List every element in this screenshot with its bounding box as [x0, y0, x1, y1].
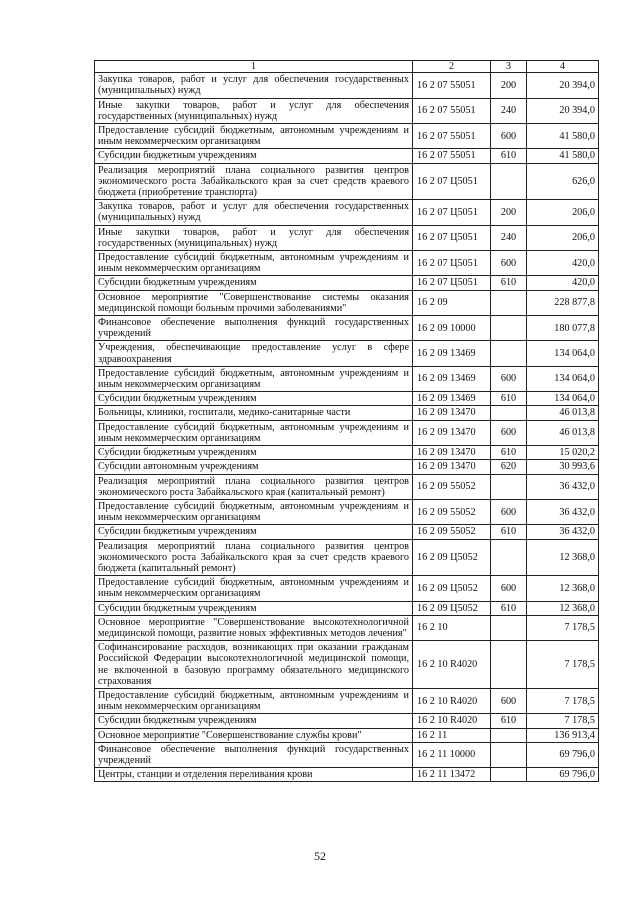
amount-cell: 134 064,0 [527, 341, 599, 366]
table-row [95, 200, 599, 225]
expense-name-cell: Предоставление субсидий бюджетным, автономным учреждениям и иным некоммерческим организациям [95, 499, 413, 524]
table-row [95, 420, 599, 445]
expense-type-cell: 600 [491, 124, 527, 149]
amount-cell: 20 394,0 [527, 98, 599, 123]
table-row [95, 601, 599, 615]
table-row [95, 341, 599, 366]
target-code-cell: 16 2 09 13469 [413, 341, 491, 366]
target-code-cell: 16 2 09 13469 [413, 366, 491, 391]
expense-name-cell: Реализация мероприятий плана социального развития центров экономического роста Забайкальского края (капитальный ремонт) [95, 474, 413, 499]
expense-name-cell: Основное мероприятие "Совершенствование высокотехнологичной медицинской помощи, развитие новых эффективных методов лечения" [95, 615, 413, 640]
table-row [95, 460, 599, 474]
expense-type-cell: 610 [491, 446, 527, 460]
table-row [95, 446, 599, 460]
target-code-cell: 16 2 11 10000 [413, 742, 491, 767]
expense-name-cell: Предоставление субсидий бюджетным, автономным учреждениям и иным некоммерческим организациям [95, 251, 413, 276]
amount-cell: 206,0 [527, 225, 599, 250]
amount-cell: 15 020,2 [527, 446, 599, 460]
expense-type-cell [491, 728, 527, 742]
target-code-cell: 16 2 09 13470 [413, 406, 491, 420]
expense-type-cell: 610 [491, 276, 527, 290]
expense-name-cell: Больницы, клиники, госпитали, медико-санитарные части [95, 406, 413, 420]
amount-cell: 136 913,4 [527, 728, 599, 742]
page-number: 52 [314, 849, 326, 863]
table-row [95, 98, 599, 123]
expense-name-cell: Финансовое обеспечение выполнения функций государственных учреждений [95, 742, 413, 767]
expense-type-cell [491, 768, 527, 782]
budget-table-page [94, 60, 598, 782]
expense-name-cell: Центры, станции и отделения переливания крови [95, 768, 413, 782]
amount-cell: 134 064,0 [527, 366, 599, 391]
expense-type-cell: 610 [491, 601, 527, 615]
expense-type-cell: 240 [491, 225, 527, 250]
amount-cell: 69 796,0 [527, 768, 599, 782]
table-row [95, 576, 599, 601]
column-header-4: 4 [527, 61, 599, 73]
expense-name-cell: Предоставление субсидий бюджетным, автономным учреждениям и иным некоммерческим организациям [95, 124, 413, 149]
expense-type-cell: 600 [491, 688, 527, 713]
amount-cell: 36 432,0 [527, 499, 599, 524]
table-row [95, 225, 599, 250]
target-code-cell: 16 2 07 55051 [413, 98, 491, 123]
amount-cell: 420,0 [527, 276, 599, 290]
expense-name-cell: Субсидии бюджетным учреждениям [95, 446, 413, 460]
amount-cell: 41 580,0 [527, 149, 599, 163]
target-code-cell: 16 2 11 [413, 728, 491, 742]
table-row [95, 149, 599, 163]
amount-cell: 46 013,8 [527, 406, 599, 420]
expense-name-cell: Реализация мероприятий плана социального развития центров экономического роста Забайкальского края за счет средств краевого бюджета (приобретение транспорта) [95, 163, 413, 200]
expense-type-cell: 600 [491, 251, 527, 276]
amount-cell: 626,0 [527, 163, 599, 200]
expense-name-cell: Иные закупки товаров, работ и услуг для обеспечения государственных (муниципальных) нужд [95, 225, 413, 250]
expense-name-cell: Предоставление субсидий бюджетным, автономным учреждениям и иным некоммерческим организациям [95, 576, 413, 601]
expense-type-cell: 200 [491, 73, 527, 98]
expense-type-cell: 600 [491, 499, 527, 524]
expense-type-cell: 610 [491, 392, 527, 406]
target-code-cell: 16 2 09 [413, 290, 491, 315]
target-code-cell: 16 2 07 Ц5051 [413, 251, 491, 276]
table-row [95, 276, 599, 290]
table-row [95, 392, 599, 406]
table-row [95, 742, 599, 767]
amount-cell: 46 013,8 [527, 420, 599, 445]
amount-cell: 36 432,0 [527, 474, 599, 499]
expense-name-cell: Финансовое обеспечение выполнения функций государственных учреждений [95, 316, 413, 341]
target-code-cell: 16 2 09 Ц5052 [413, 576, 491, 601]
expense-name-cell: Учреждения, обеспечивающие предоставление услуг в сфере здравоохранения [95, 341, 413, 366]
table-row [95, 251, 599, 276]
table-row [95, 290, 599, 315]
expense-name-cell: Предоставление субсидий бюджетным, автономным учреждениям и иным некоммерческим организациям [95, 366, 413, 391]
amount-cell: 7 178,5 [527, 615, 599, 640]
expense-name-cell: Предоставление субсидий бюджетным, автономным учреждениям и иным некоммерческим организациям [95, 420, 413, 445]
amount-cell: 228 877,8 [527, 290, 599, 315]
expense-name-cell: Субсидии бюджетным учреждениям [95, 714, 413, 728]
amount-cell: 206,0 [527, 200, 599, 225]
expense-type-cell [491, 474, 527, 499]
expense-name-cell: Субсидии бюджетным учреждениям [95, 149, 413, 163]
expense-name-cell: Предоставление субсидий бюджетным, автономным учреждениям и иным некоммерческим организациям [95, 688, 413, 713]
table-row [95, 474, 599, 499]
amount-cell: 36 432,0 [527, 525, 599, 539]
expense-name-cell: Реализация мероприятий плана социального развития центров экономического роста Забайкальского края за счет средств краевого бюджета (капитальный ремонт) [95, 539, 413, 576]
expense-name-cell: Закупка товаров, работ и услуг для обеспечения государственных (муниципальных) нужд [95, 200, 413, 225]
expense-type-cell [491, 615, 527, 640]
expense-name-cell: Субсидии бюджетным учреждениям [95, 392, 413, 406]
amount-cell: 12 368,0 [527, 601, 599, 615]
target-code-cell: 16 2 09 13470 [413, 460, 491, 474]
target-code-cell: 16 2 09 13470 [413, 420, 491, 445]
target-code-cell: 16 2 09 55052 [413, 499, 491, 524]
target-code-cell: 16 2 10 R4020 [413, 641, 491, 689]
amount-cell: 30 993,6 [527, 460, 599, 474]
expense-type-cell [491, 742, 527, 767]
target-code-cell: 16 2 10 [413, 615, 491, 640]
expense-name-cell: Субсидии бюджетным учреждениям [95, 525, 413, 539]
amount-cell: 12 368,0 [527, 576, 599, 601]
column-header-2: 2 [413, 61, 491, 73]
table-row [95, 163, 599, 200]
table-header-row [95, 61, 599, 73]
expense-type-cell [491, 341, 527, 366]
target-code-cell: 16 2 07 Ц5051 [413, 163, 491, 200]
expense-type-cell: 620 [491, 460, 527, 474]
target-code-cell: 16 2 07 55051 [413, 149, 491, 163]
table-row [95, 688, 599, 713]
target-code-cell: 16 2 09 Ц5052 [413, 539, 491, 576]
expense-name-cell: Софинансирование расходов, возникающих при оказании гражданам Российской Федерации высокотехнологичной медицинской помощи, не включенной в базовую программу обязательного медицинского страхования [95, 641, 413, 689]
table-row [95, 73, 599, 98]
table-row [95, 768, 599, 782]
target-code-cell: 16 2 09 10000 [413, 316, 491, 341]
table-row [95, 728, 599, 742]
amount-cell: 7 178,5 [527, 714, 599, 728]
table-row [95, 714, 599, 728]
amount-cell: 12 368,0 [527, 539, 599, 576]
amount-cell: 20 394,0 [527, 73, 599, 98]
table-row [95, 499, 599, 524]
expense-type-cell: 610 [491, 714, 527, 728]
target-code-cell: 16 2 09 13469 [413, 392, 491, 406]
table-row [95, 615, 599, 640]
target-code-cell: 16 2 07 55051 [413, 124, 491, 149]
amount-cell: 7 178,5 [527, 688, 599, 713]
table-row [95, 539, 599, 576]
table-row [95, 406, 599, 420]
expense-type-cell [491, 539, 527, 576]
expense-name-cell: Иные закупки товаров, работ и услуг для обеспечения государственных (муниципальных) нужд [95, 98, 413, 123]
expense-type-cell: 240 [491, 98, 527, 123]
expense-name-cell: Субсидии бюджетным учреждениям [95, 601, 413, 615]
table-row [95, 124, 599, 149]
amount-cell: 69 796,0 [527, 742, 599, 767]
expense-type-cell: 600 [491, 366, 527, 391]
expense-type-cell: 600 [491, 576, 527, 601]
expense-type-cell: 600 [491, 420, 527, 445]
table-row [95, 316, 599, 341]
expense-type-cell: 610 [491, 149, 527, 163]
target-code-cell: 16 2 10 R4020 [413, 688, 491, 713]
expense-name-cell: Основное мероприятие "Совершенствование службы крови" [95, 728, 413, 742]
target-code-cell: 16 2 07 Ц5051 [413, 200, 491, 225]
target-code-cell: 16 2 09 55052 [413, 525, 491, 539]
expense-name-cell: Субсидии автономным учреждениям [95, 460, 413, 474]
target-code-cell: 16 2 07 55051 [413, 73, 491, 98]
amount-cell: 420,0 [527, 251, 599, 276]
target-code-cell: 16 2 11 13472 [413, 768, 491, 782]
table-row [95, 525, 599, 539]
expense-name-cell: Закупка товаров, работ и услуг для обеспечения государственных (муниципальных) нужд [95, 73, 413, 98]
target-code-cell: 16 2 10 R4020 [413, 714, 491, 728]
expense-type-cell [491, 163, 527, 200]
expense-type-cell: 200 [491, 200, 527, 225]
budget-table [94, 60, 599, 782]
target-code-cell: 16 2 07 Ц5051 [413, 276, 491, 290]
table-row [95, 641, 599, 689]
amount-cell: 134 064,0 [527, 392, 599, 406]
expense-type-cell [491, 290, 527, 315]
table-row [95, 366, 599, 391]
target-code-cell: 16 2 07 Ц5051 [413, 225, 491, 250]
expense-type-cell [491, 316, 527, 341]
amount-cell: 180 077,8 [527, 316, 599, 341]
expense-type-cell [491, 406, 527, 420]
expense-name-cell: Основное мероприятие "Совершенствование системы оказания медицинской помощи больным прочими заболеваниями" [95, 290, 413, 315]
expense-type-cell [491, 641, 527, 689]
expense-name-cell: Субсидии бюджетным учреждениям [95, 276, 413, 290]
column-header-3: 3 [491, 61, 527, 73]
target-code-cell: 16 2 09 55052 [413, 474, 491, 499]
column-header-1: 1 [95, 61, 413, 73]
target-code-cell: 16 2 09 13470 [413, 446, 491, 460]
target-code-cell: 16 2 09 Ц5052 [413, 601, 491, 615]
table-body [95, 73, 599, 782]
amount-cell: 41 580,0 [527, 124, 599, 149]
expense-type-cell: 610 [491, 525, 527, 539]
amount-cell: 7 178,5 [527, 641, 599, 689]
